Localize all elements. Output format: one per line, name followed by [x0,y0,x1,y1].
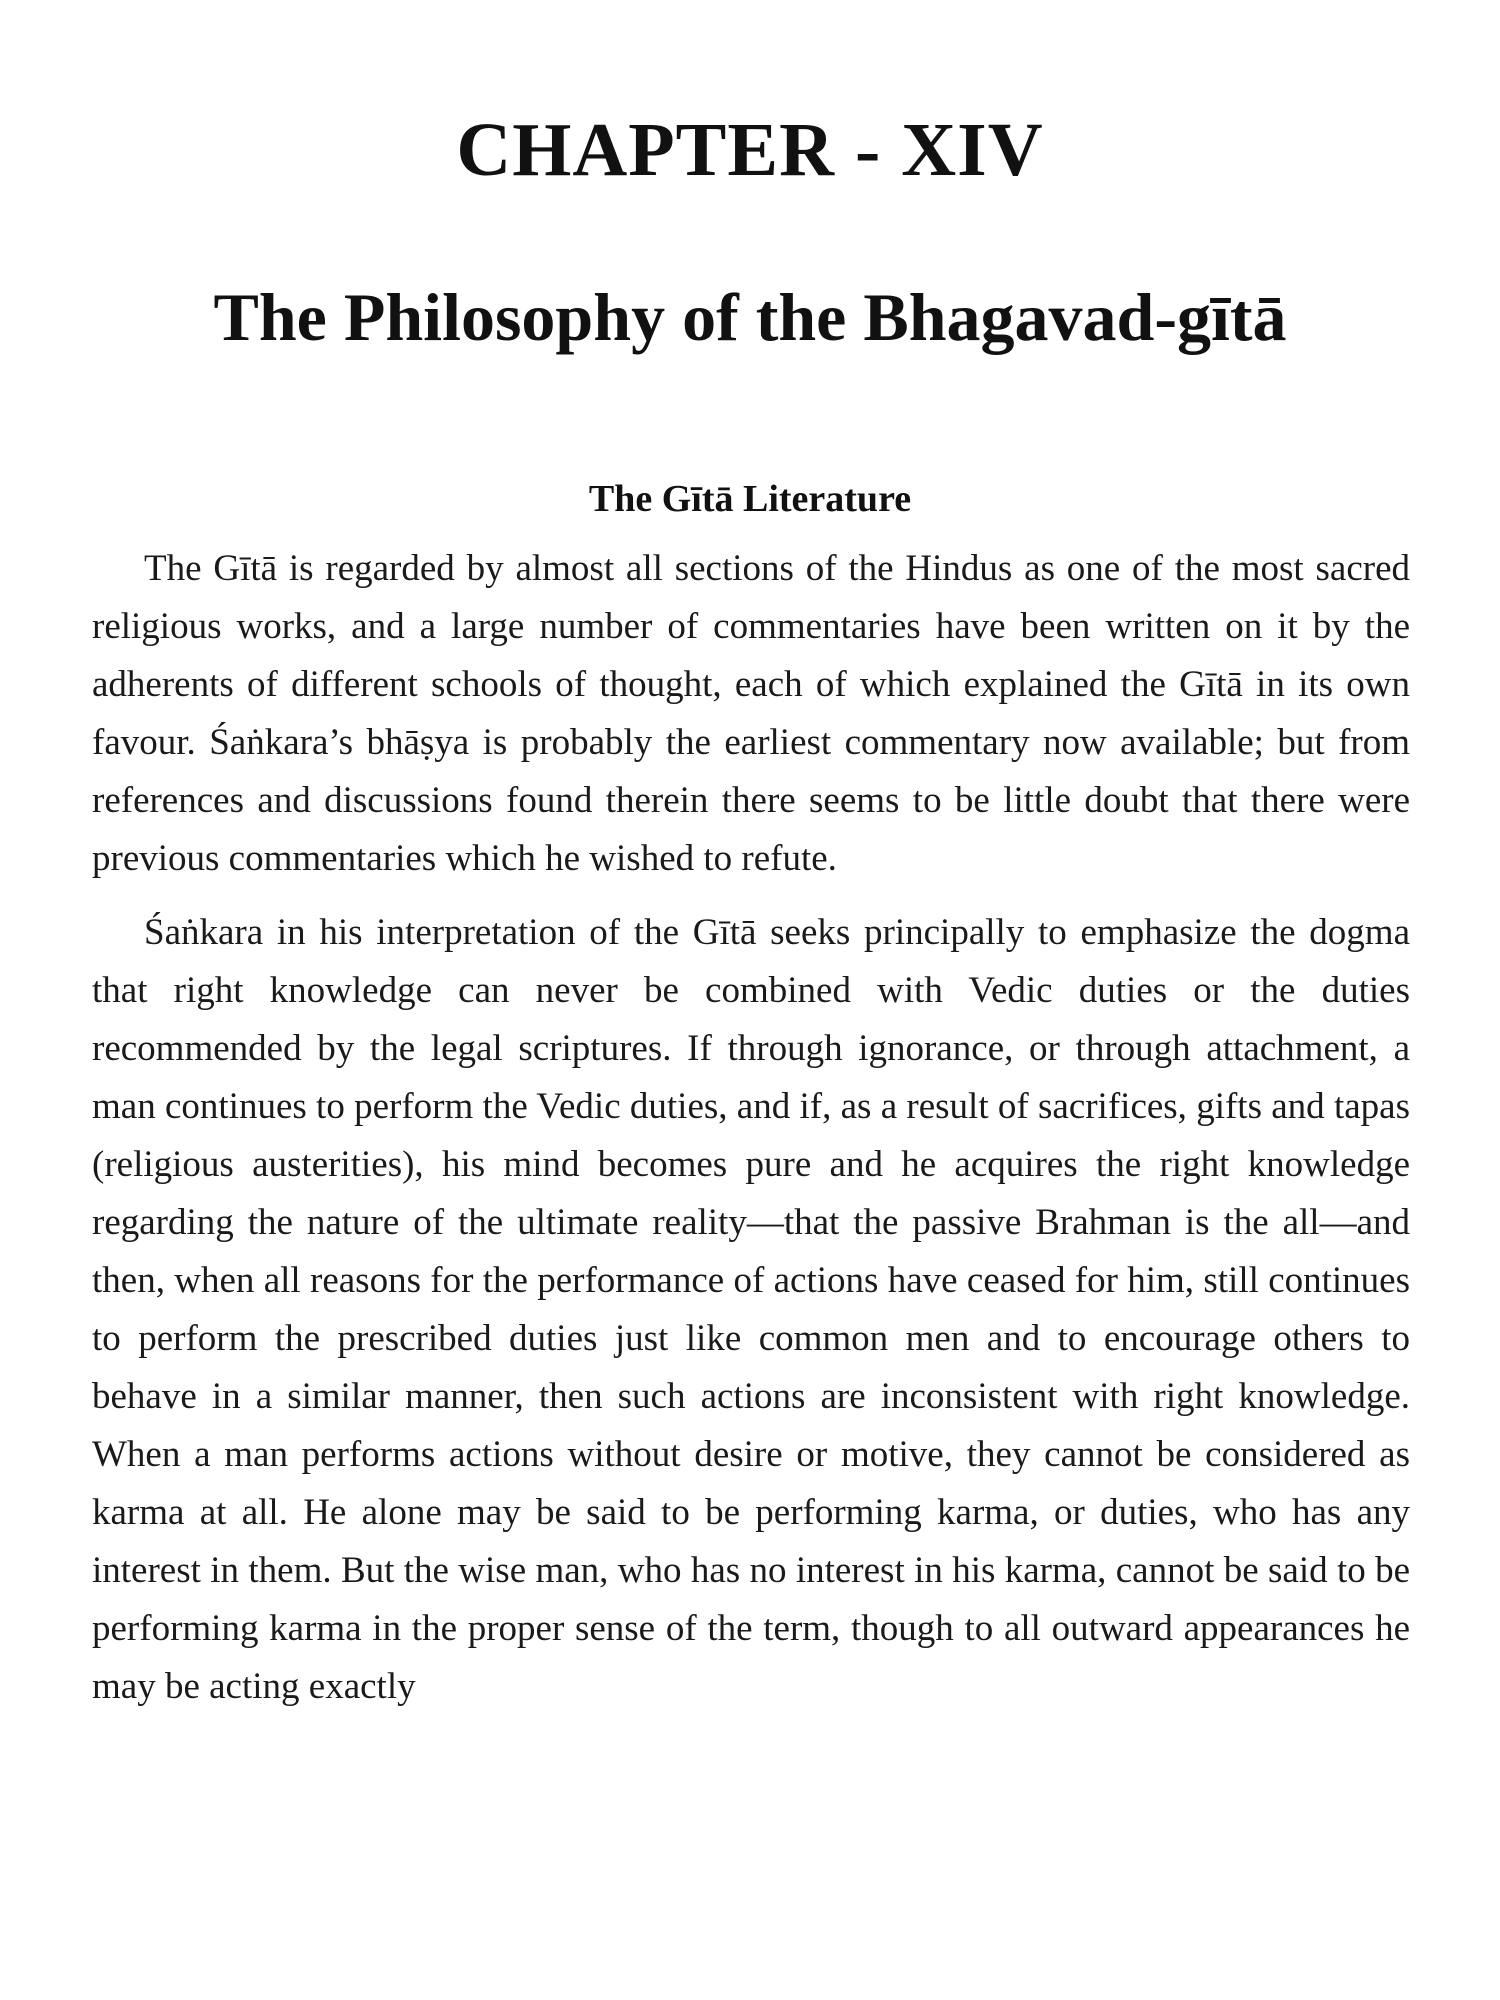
chapter-number-heading: CHAPTER - XIV [456,108,1044,192]
paragraph-2: Śaṅkara in his interpretation of the Gītā seeks principally to emphasize the dogma that right knowledge can never be combined with Vedic duties or the duties recommended by the legal scriptures. If through ignorance, or through attachment, a man continues to perform the Vedic duties, and if, as a result of sacrifices, gifts and tapas (religious austerities), his mind becomes pure and he acquires the right knowledge regarding the nature of the ultimate reality—that the passive Brahman is the all—and then, when all reasons for the performance of actions have ceased for him, still continues to perform the prescribed duties just like common men and to encourage others to behave in a similar manner, then such actions are inconsistent with right knowledge. When a man performs actions without desire or motive, they cannot be considered as karma at all. He alone may be said to be performing karma, or duties, who has any interest in them. But the wise man, who has no interest in his karma, cannot be said to be performing karma in the proper sense of the term, though to all outward appearances he may be acting exactly [92,912,1410,1707]
section-heading: The Gītā Literature [588,478,912,520]
paragraph-1: The Gītā is regarded by almost all sections of the Hindus as one of the most sacred religious works, and a large number of commentaries have been written on it by the adherents of different schools of thought, each of which explained the Gītā in its own favour. Śaṅkara’s bhāṣya is probably the earliest commentary now available; but from references and discussions found therein there seems to be little doubt that there were previous commentaries which he wished to refute. [92,548,1410,879]
body-text [92,540,1410,1716]
chapter-title: The Philosophy of the Bhagavad-gītā [213,279,1287,355]
